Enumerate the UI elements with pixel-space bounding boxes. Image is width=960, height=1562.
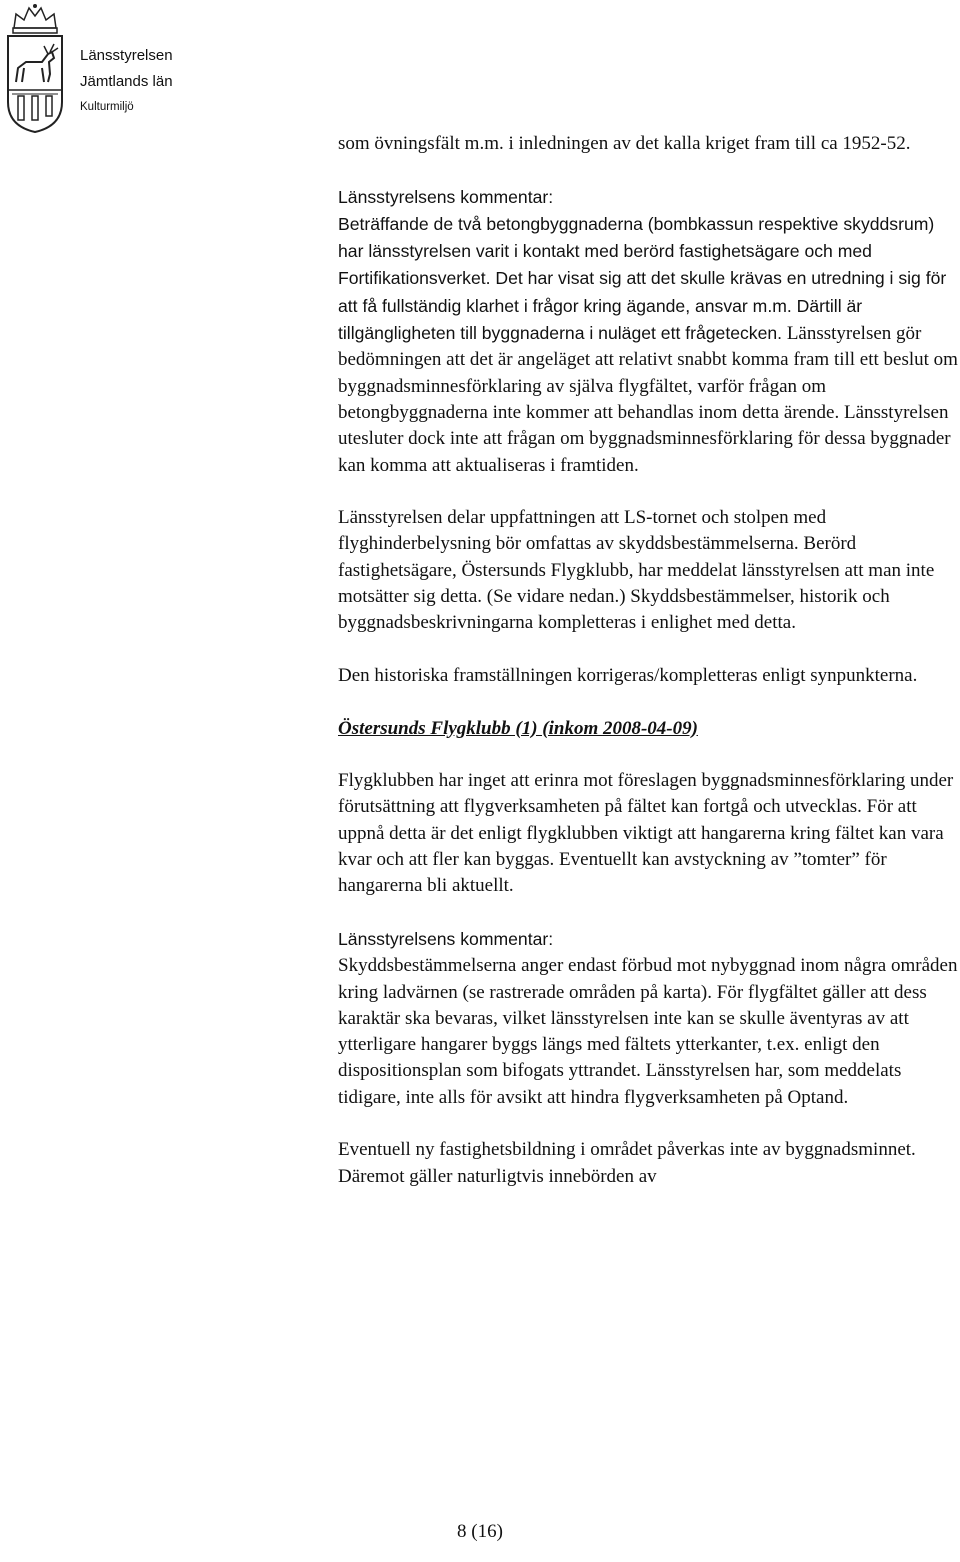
agency-department: Kulturmiljö: [80, 101, 134, 113]
paragraph-ls-tower: Länsstyrelsen delar uppfattningen att LS-tornet och stolpen med flyghinderbelysning bör omfattas av skyddsbestämmelserna. Berörd fastighetsägare, Östersunds Flygklubb, har meddelat länsstyrelsen att man inte motsätter sig detta. (Se vidare nedan.) Skyddsbestämmelser, historik och byggnadsbeskrivningarna kompletteras i enlighet med detta.: [338, 507, 935, 634]
agency-name: Länsstyrelsen: [80, 47, 173, 64]
paragraph-property: Eventuell ny fastighetsbildning i området påverkas inte av byggnadsminnet. Däremot gäller naturligtvis innebörden av: [338, 1139, 916, 1187]
comment-label: Länsstyrelsens kommentar:: [338, 186, 554, 207]
paragraph-historical: Den historiska framställningen korrigeras/kompletteras enligt synpunkterna.: [338, 664, 918, 686]
comment-paragraph-1: [338, 184, 960, 479]
comment-label-2: Länsstyrelsens kommentar:: [338, 928, 554, 949]
agency-county: Jämtlands län: [80, 73, 173, 90]
comment-text-sans: Beträffande de två betongbyggnaderna (bombkassun respektive skyddsrum) har länsstyrelsen varit i kontakt med berörd fastighetsägare och med Fortifikationsverket. Det har visat sig att det skulle krävas en utredning i sig för att få fullständig klarhet i frågor kring ägande, ansvar m.m. Därtill är tillgängligheten till byggnaderna i nuläget ett frågetecken.: [338, 213, 947, 344]
coat-of-arms-icon: [2, 2, 68, 134]
comment-paragraph-2: [338, 926, 960, 1111]
page-number: 8 (16): [457, 1521, 503, 1542]
letterhead: [0, 0, 260, 140]
comment-text-serif: Länsstyrelsen gör bedömningen att det är angeläget att relativt snabbt komma fram till ett beslut om byggnadsminnesförklaring av själva flygfältet, varför frågan om betongbyggnaderna inte kommer att behandlas inom detta ärende. Länsstyrelsen utesluter dock inte att frågan om byggnadsminnesförklaring för dessa byggnader kan komma att aktualiseras i framtiden.: [338, 323, 958, 476]
comment-text-2: Skyddsbestämmelserna anger endast förbud mot nybyggnad inom några områden kring ladvärnen (se rastrerade områden på karta). För flygfältet gäller att dess karaktär ska bevaras, vilket länsstyrelsen inte kan se skulle äventyras av att ytterligare hangarer byggs längs med fältets ytterkanter, t.ex. enligt den dispositionsplan som bifogats yttrandet. Länsstyrelsen har, som meddelats tidigare, inte alls för avsikt att hindra flygverksamheten på Optand.: [338, 955, 958, 1108]
section-heading: Östersunds Flygklubb (1) (inkom 2008-04-09): [338, 717, 698, 739]
document-body: [338, 131, 960, 1190]
paragraph-flight-club: Flygklubben har inget att erinra mot föreslagen byggnadsminnesförklaring under förutsättning att flygverksamheten på fältet kan fortgå och utvecklas. För att uppnå detta är det enligt flygklubben viktigt att hangarerna kring fältet kan vara kvar och att fler kan byggas. Eventuellt kan avstyckning av ”tomter” för hangarerna bli aktuellt.: [338, 770, 954, 897]
paragraph-intro: som övningsfält m.m. i inledningen av det kalla kriget fram till ca 1952-52.: [338, 133, 911, 154]
